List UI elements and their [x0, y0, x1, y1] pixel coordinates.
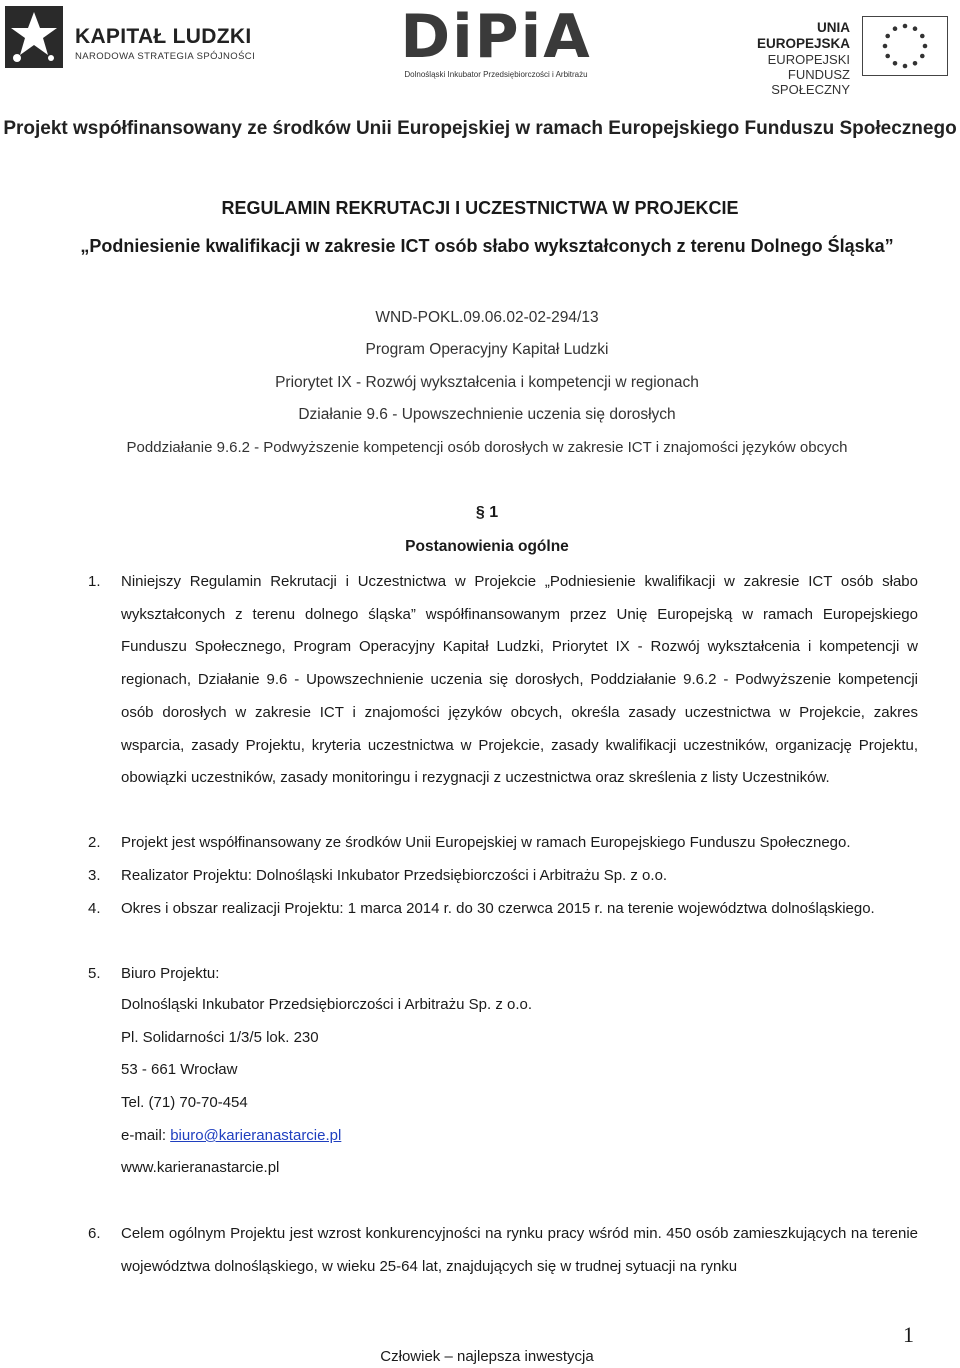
list-item-2	[88, 827, 918, 860]
list-item-number: 1.	[88, 573, 101, 590]
list-item-3	[88, 860, 918, 893]
list-item-text: Celem ogólnym Projektu jest wzrost konkurencyjności na rynku pracy wśród min. 450 osób zamieszkujących na terenie województwa dolnośląskiego, w wieku 25-64 lat, znajdujących się w trudnej sytuacji na rynku	[121, 1225, 918, 1275]
project-name: „Podniesienie kwalifikacji w zakresie ICT osób słabo wykształconych z terenu Dolnego Śląska”	[80, 236, 894, 256]
list-item-text: Niniejszy Regulamin Rekrutacji i Uczestnictwa w Projekcie „Podniesienie kwalifikacji w zakresie ICT osób słabo wykształconych z terenu dolnego śląska” współfinansowanym przez Unię Europejską w ramach Europejskiego Funduszu Społecznego, Program Operacyjny Kapitał Ludzki, Priorytet IX - Rozwój wykształcenia i kompetencji w regionach, Działanie 9.6 - Upowszechnienie uczenia się dorosłych, Poddziałanie 9.6.2 - Podwyższenie kompetencji osób dorosłych w zakresie ICT i znajomości języków obcych, określa zasady uczestnictwa w Projekcie, zakres wsparcia, zasady Projektu, kryteria uczestnictwa w Projekcie, zasady kwalifikacji uczestników, organizację Projektu, obowiązki uczestników, zasady monitoringu i rezygnacji z uczestnictwa oraz skreślenia z listy Uczestników.	[121, 573, 918, 787]
list-item-4	[88, 893, 918, 926]
cofinancing-banner: Projekt współfinansowany ze środków Unii Europejskiej w ramach Europejskiego Funduszu Społecznego	[3, 118, 957, 139]
eu-logo	[728, 16, 958, 97]
footer-slogan: Człowiek – najlepsza inwestycja	[380, 1348, 594, 1365]
eu-logo-line2: EUROPEJSKI	[767, 52, 850, 67]
section-symbol: § 1	[475, 504, 499, 521]
section-title: Postanowienia ogólne	[405, 538, 569, 555]
kapital-ludzki-star-icon	[5, 6, 63, 68]
eu-flag-icon	[862, 16, 948, 76]
office-city: 53 - 661 Wrocław	[121, 1061, 238, 1078]
program-name: Program Operacyjny Kapitał Ludzki	[365, 341, 609, 358]
eu-logo-line1: UNIA EUROPEJSKA	[756, 20, 850, 51]
page-number: 1	[903, 1322, 914, 1347]
priority-line: Priorytet IX - Rozwój wykształcenia i kompetencji w regionach	[275, 374, 699, 391]
office-www: www.karieranastarcie.pl	[121, 1159, 280, 1176]
kapital-ludzki-title: KAPITAŁ LUDZKI	[75, 25, 252, 48]
dipia-logo	[396, 4, 596, 88]
list-item-number: 5.	[88, 965, 101, 982]
office-email-line	[121, 1127, 341, 1144]
subaction-line: Poddziałanie 9.6.2 - Podwyższenie kompetencji osób dorosłych w zakresie ICT i znajomości języków obcych	[126, 439, 848, 456]
list-item-6	[88, 1218, 918, 1283]
dipia-logo-subtitle: Dolnośląski Inkubator Przedsiębiorczości i Arbitrażu	[404, 70, 588, 79]
list-item-text: Realizator Projektu: Dolnośląski Inkubator Przedsiębiorczości i Arbitrażu Sp. z o.o.	[121, 867, 668, 884]
list-item-text: Projekt jest współfinansowany ze środków Unii Europejskiej w ramach Europejskiego Funduszu Społecznego.	[121, 834, 851, 851]
list-item-5	[88, 958, 918, 991]
list-item-text: Okres i obszar realizacji Projektu: 1 marca 2014 r. do 30 czerwca 2015 r. na terenie województwa dolnośląskiego.	[121, 900, 875, 917]
eu-logo-line3: FUNDUSZ SPOŁECZNY	[771, 67, 850, 97]
project-code: WND-POKL.09.06.02-02-294/13	[375, 309, 599, 326]
office-phone: Tel. (71) 70-70-454	[121, 1094, 248, 1111]
list-item-number: 3.	[88, 867, 101, 884]
list-item-1	[88, 566, 918, 795]
dipia-logo-mark: DiPiA	[400, 2, 592, 72]
list-item-number: 4.	[88, 900, 101, 917]
list-item-text: Biuro Projektu:	[121, 965, 220, 982]
office-street: Pl. Solidarności 1/3/5 lok. 230	[121, 1029, 319, 1046]
action-line: Działanie 9.6 - Upowszechnienie uczenia się dorosłych	[298, 406, 676, 423]
office-name: Dolnośląski Inkubator Przedsiębiorczości i Arbitrażu Sp. z o.o.	[121, 996, 533, 1013]
list-item-number: 2.	[88, 834, 101, 851]
list-item-number: 6.	[88, 1225, 101, 1242]
kapital-ludzki-subtitle: NARODOWA STRATEGIA SPÓJNOŚCI	[75, 51, 256, 62]
office-email-label: e-mail:	[121, 1127, 171, 1144]
kapital-ludzki-logo	[5, 6, 265, 68]
office-email-link[interactable]: biuro@karieranastarcie.pl	[170, 1127, 342, 1144]
document-title: REGULAMIN REKRUTACJI I UCZESTNICTWA W PROJEKCIE	[221, 198, 739, 218]
